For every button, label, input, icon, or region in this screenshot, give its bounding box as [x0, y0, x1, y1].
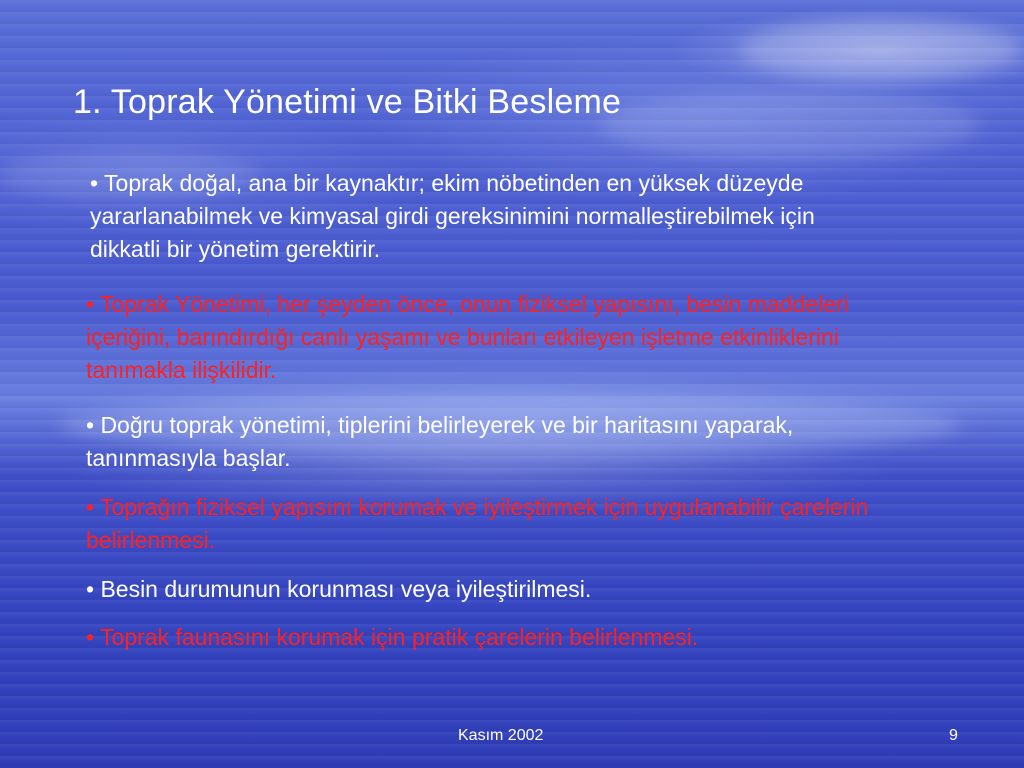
bullet-item: • Toprak doğal, ana bir kaynaktır; ekim nöbetinden en yüksek düzeyde yararlanabilmek ve kimyasal girdi gereksinimini normalleştirebilmek için dikkatli bir yönetim gerektirir.: [90, 170, 815, 262]
bullet-item: • Besin durumunun korunması veya iyileştirilmesi.: [86, 576, 592, 602]
slide-title: 1. Toprak Yönetimi ve Bitki Besleme: [73, 83, 622, 121]
footer-date: Kasım 2002: [458, 727, 544, 744]
bullet-item: • Toprak Yönetimi, her şeyden önce, onun fiziksel yapısını, besin maddeleri içeriğini, barındırdığı canlı yaşamı ve bunları etkileyen işletme etkinliklerini tanımakla ilişkilidir.: [86, 291, 849, 383]
bullet-item: • Doğru toprak yönetimi, tiplerini belirleyerek ve bir haritasını yaparak, tanınmasıyla başlar.: [86, 412, 794, 471]
bullet-item: • Toprağın fiziksel yapısını korumak ve iyileştirmek için uygulanabilir çarelerin belirlenmesi.: [86, 494, 869, 553]
bullet-item: • Toprak faunasını korumak için pratik çarelerin belirlenmesi.: [86, 624, 699, 650]
page-number: 9: [949, 727, 958, 744]
